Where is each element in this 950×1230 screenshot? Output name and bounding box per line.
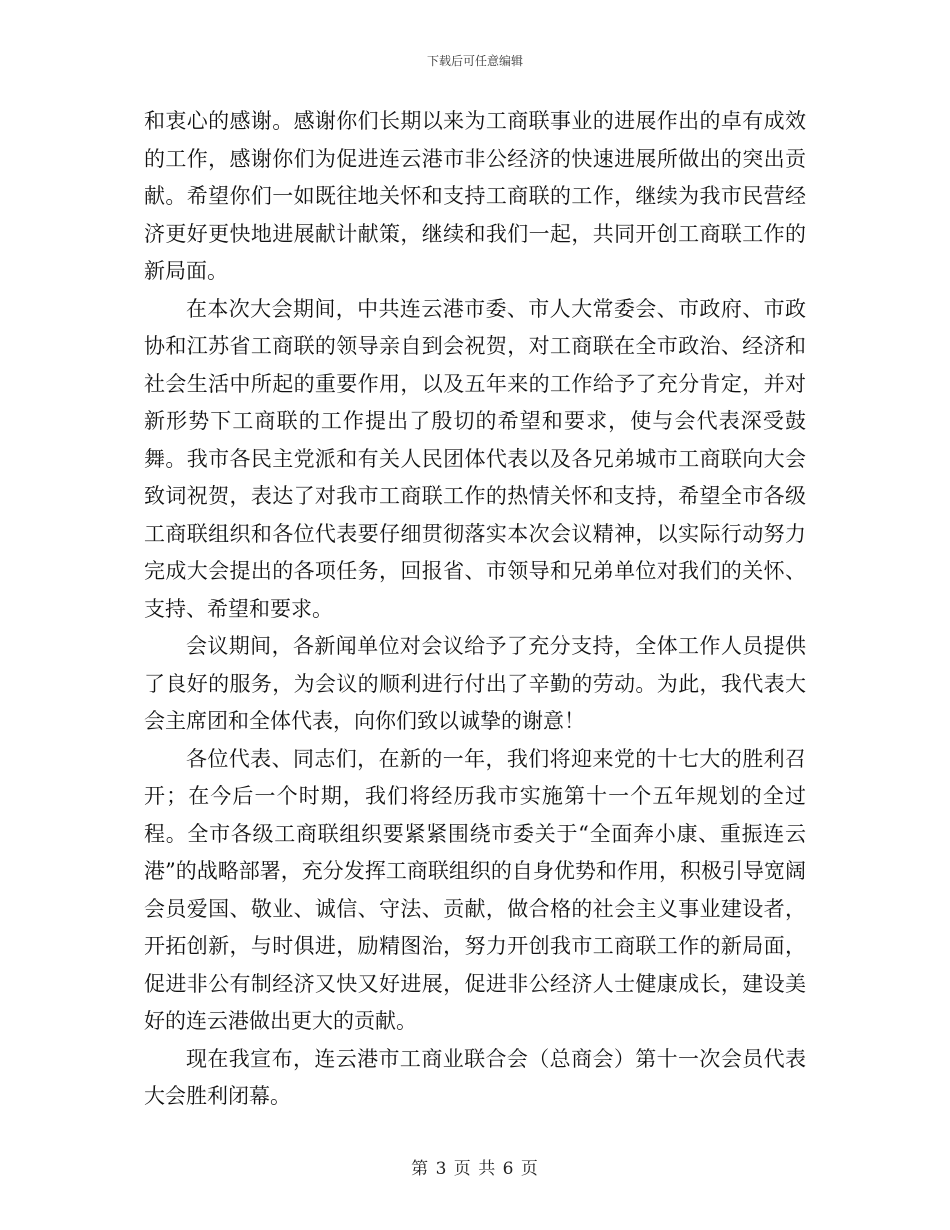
- paragraph-new-year-outlook: 各位代表、同志们，在新的一年，我们将迎来党的十七大的胜利召开；在今后一个时期，我们将经历我市实施第十一个五年规划的全过程。全市各级工商联组织要紧紧围绕市委关于“全面奔小康、重振连云港”的战略部署，充分发挥工商联组织的自身优势和作用，积极引导宽阔会员爱国、敬业、诚信、守法、贡献，做合格的社会主义事业建设者，开拓创新，与时俱进，励精图治，努力开创我市工商联工作的新局面，促进非公有制经济又快又好进展，促进非公经济人士健康成长，建设美好的连云港做出更大的贡献。: [144, 746, 806, 1033]
- document-body: [144, 103, 806, 1116]
- page-number-footer: 第 3 页 共 6 页: [411, 1159, 539, 1179]
- page-header: 下载后可任意编辑: [426, 54, 523, 68]
- paragraph-leaders-congratulations: 在本次大会期间，中共连云港市委、市人大常委会、市政府、市政协和江苏省工商联的领导亲自到会祝贺，对工商联在全市政治、经济和社会生活中所起的重要作用，以及五年来的工作给予了充分肯定，并对新形势下工商联的工作提出了殷切的希望和要求，使与会代表深受鼓舞。我市各民主党派和有关人民团体代表以及各兄弟城市工商联向大会致词祝贺，表达了对我市工商联工作的热情关怀和支持，希望全市各级工商联组织和各位代表要仔细贯彻落实本次会议精神，以实际行动努力完成大会提出的各项任务，回报省、市领导和兄弟单位对我们的关怀、支持、希望和要求。: [144, 296, 806, 621]
- paragraph-continuation: 和衷心的感谢。感谢你们长期以来为工商联事业的进展作出的卓有成效的工作，感谢你们为促进连云港市非公经济的快速进展所做出的突出贡献。希望你们一如既往地关怀和支持工商联的工作，继续为我市民营经济更好更快地进展献计献策，继续和我们一起，共同开创工商联工作的新局面。: [144, 109, 806, 283]
- paragraph-thanks-staff: 会议期间，各新闻单位对会议给予了充分支持，全体工作人员提供了良好的服务，为会议的顺利进行付出了辛勤的劳动。为此，我代表大会主席团和全体代表，向你们致以诚挚的谢意！: [144, 634, 806, 733]
- paragraph-closing-declaration: 现在我宣布，连云港市工商业联合会（总商会）第十一次会员代表大会胜利闭幕。: [144, 1046, 806, 1108]
